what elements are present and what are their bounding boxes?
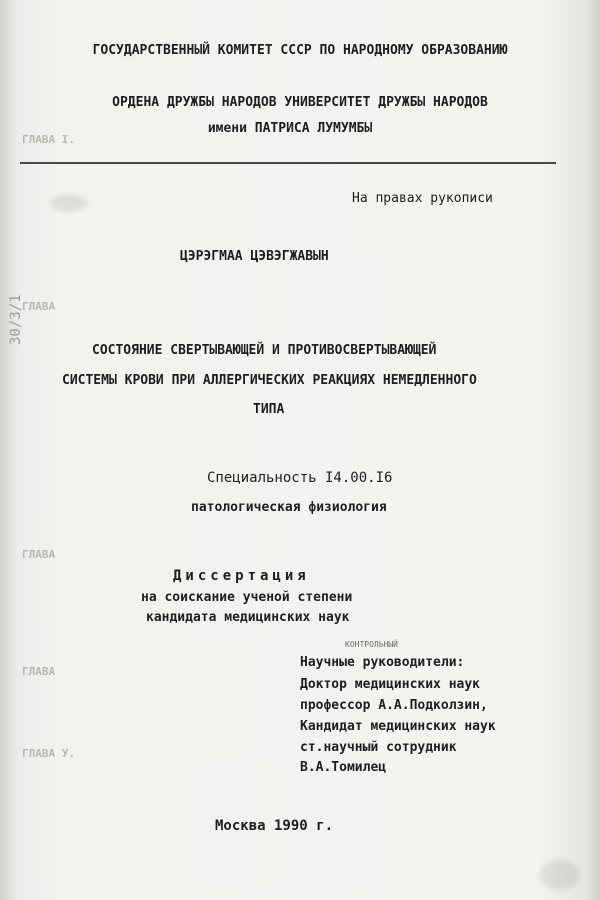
dissertation-line-2: кандидата медицинских наук xyxy=(146,610,350,625)
bleed-through-text: ГЛАВА xyxy=(22,300,56,313)
committee-heading: ГОСУДАРСТВЕННЫЙ КОМИТЕТ СССР ПО НАРОДНОМУ ОБРАЗОВАНИЮ xyxy=(92,43,508,58)
dissertation-heading: Диссертация xyxy=(173,568,310,584)
supervisor-line: ст.научный сотрудник xyxy=(300,740,457,755)
supervisor-line: В.А.Томилец xyxy=(300,760,387,775)
title-line-1: СОСТОЯНИЕ СВЕРТЫВАЮЩЕЙ И ПРОТИВОСВЕРТЫВАЮЩЕЙ xyxy=(92,343,437,358)
bleed-through-text: ГЛАВА xyxy=(22,548,56,561)
specialty-name: патологическая физиология xyxy=(191,500,387,515)
library-stamp: КОНТРОЛЬНЫЙ xyxy=(345,640,398,649)
bleed-through-text: ГЛАВА У. xyxy=(22,747,75,760)
university-namesake: имени ПАТРИСА ЛУМУМБЫ xyxy=(207,121,373,136)
ink-smudge xyxy=(540,860,580,890)
title-line-3: ТИПА xyxy=(253,402,285,417)
supervisors-heading: Научные руководители: xyxy=(300,655,465,670)
specialty-code: Специальность I4.00.I6 xyxy=(207,470,393,486)
manuscript-note: На правах рукописи xyxy=(352,191,493,206)
university-heading: ОРДЕНА ДРУЖБЫ НАРОДОВ УНИВЕРСИТЕТ ДРУЖБЫ НАРОДОВ xyxy=(112,95,488,110)
bleed-through-text: ГЛАВА I. xyxy=(22,133,75,146)
supervisor-line: Кандидат медицинских наук xyxy=(300,719,496,734)
supervisor-line: профессор А.А.Подколзин, xyxy=(300,698,488,713)
margin-handwriting: 30/3/1 xyxy=(8,294,24,345)
dissertation-line-1: на соискание ученой степени xyxy=(141,590,353,605)
author-name: ЦЭРЭГМАА ЦЭВЭГЖАВЫН xyxy=(180,249,329,264)
place-and-year: Москва 1990 г. xyxy=(215,818,334,834)
ink-smudge xyxy=(50,195,88,211)
header-divider xyxy=(20,162,556,164)
bleed-through-text: ГЛАВА xyxy=(22,665,56,678)
supervisor-line: Доктор медицинских наук xyxy=(300,677,481,692)
title-line-2: СИСТЕМЫ КРОВИ ПРИ АЛЛЕРГИЧЕСКИХ РЕАКЦИЯХ НЕМЕДЛЕННОГО xyxy=(62,373,477,388)
